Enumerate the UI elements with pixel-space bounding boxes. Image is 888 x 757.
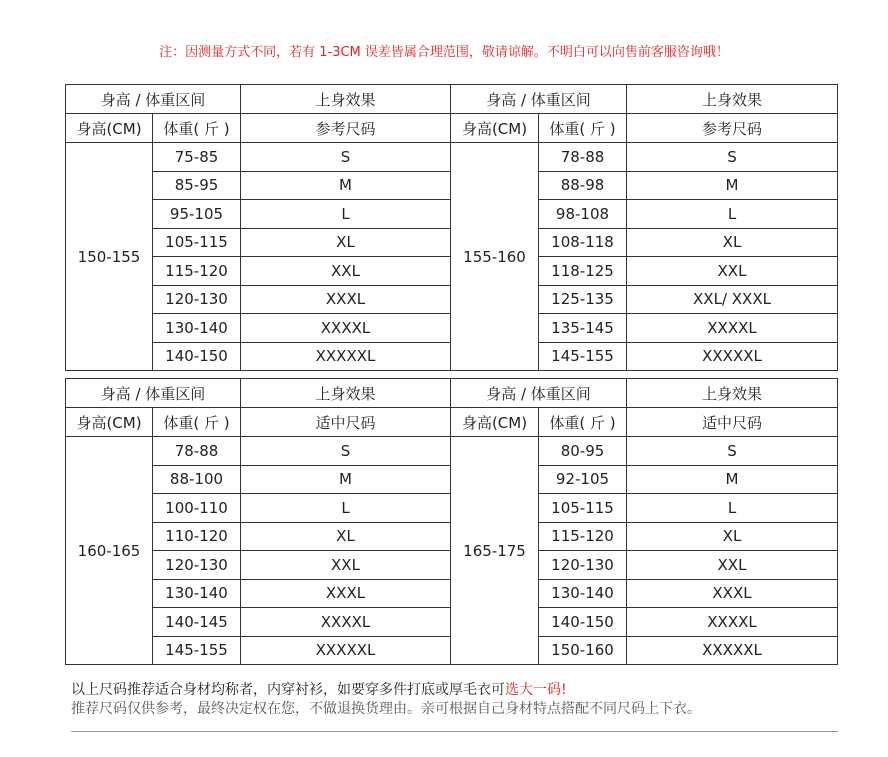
footer-highlight: 选大一码! (505, 682, 567, 698)
footer-line-1-text: 以上尺码推荐适合身材均称者，内穿衬衫，如要穿多件打底或厚毛衣可 (71, 682, 505, 698)
header-range-left: 身高 / 体重区间 (66, 85, 241, 114)
size-cell: XXXXL (627, 314, 838, 343)
weight-cell: 115-120 (153, 257, 241, 286)
table-header-row (66, 379, 838, 408)
size-cell: XL (241, 228, 451, 257)
subheader-weight-right: 体重( 斤 ) (539, 114, 627, 143)
height-range-cell: 150-155 (66, 143, 153, 371)
weight-cell: 78-88 (539, 143, 627, 172)
subheader-size-left: 适中尺码 (241, 408, 451, 437)
height-range-cell: 165-175 (451, 437, 539, 665)
header-range-right: 身高 / 体重区间 (451, 379, 627, 408)
header-effect-right: 上身效果 (627, 379, 838, 408)
header-range-right: 身高 / 体重区间 (451, 85, 627, 114)
size-cell: XXXL (241, 579, 451, 608)
footer-line-2: 推荐尺码仅供参考，最终决定权在您，不做退换货理由。亲可根据自己身材特点搭配不同尺码上下衣。 (71, 701, 701, 717)
weight-cell: 145-155 (539, 342, 627, 371)
size-cell: XXXXXL (241, 636, 451, 665)
table-subheader-row (66, 408, 838, 437)
weight-cell: 92-105 (539, 465, 627, 494)
size-cell: XL (627, 228, 838, 257)
weight-cell: 130-140 (153, 579, 241, 608)
subheader-height-left: 身高(CM) (66, 114, 153, 143)
weight-cell: 95-105 (153, 200, 241, 229)
size-table-2 (65, 378, 838, 665)
size-cell: XXL/ XXXL (627, 285, 838, 314)
subheader-weight-left: 体重( 斤 ) (153, 114, 241, 143)
size-cell: S (627, 437, 838, 466)
weight-cell: 108-118 (539, 228, 627, 257)
weight-cell: 135-145 (539, 314, 627, 343)
weight-cell: 88-100 (153, 465, 241, 494)
size-cell: XXL (627, 257, 838, 286)
weight-cell: 105-115 (539, 494, 627, 523)
subheader-size-left: 参考尺码 (241, 114, 451, 143)
size-cell: XL (241, 522, 451, 551)
weight-cell: 88-98 (539, 171, 627, 200)
weight-cell: 120-130 (153, 285, 241, 314)
size-cell: XXL (241, 551, 451, 580)
size-cell: M (241, 171, 451, 200)
size-cell: L (241, 494, 451, 523)
size-cell: XXXXXL (241, 342, 451, 371)
table-header-row (66, 85, 838, 114)
weight-cell: 140-150 (153, 342, 241, 371)
table-row (66, 143, 838, 172)
size-cell: XL (627, 522, 838, 551)
weight-cell: 78-88 (153, 437, 241, 466)
weight-cell: 120-130 (153, 551, 241, 580)
weight-cell: 140-150 (539, 608, 627, 637)
measurement-note: 注：因测量方式不同，若有 1-3CM 误差皆属合理范围，敬请谅解。不明白可以向售前客服咨询哦！ (159, 45, 729, 60)
size-cell: M (627, 171, 838, 200)
size-cell: M (627, 465, 838, 494)
header-effect-left: 上身效果 (241, 85, 451, 114)
header-effect-right: 上身效果 (627, 85, 838, 114)
size-table-1 (65, 84, 838, 371)
subheader-height-left: 身高(CM) (66, 408, 153, 437)
size-cell: S (241, 143, 451, 172)
weight-cell: 145-155 (153, 636, 241, 665)
height-range-cell: 160-165 (66, 437, 153, 665)
weight-cell: 130-140 (153, 314, 241, 343)
subheader-weight-left: 体重( 斤 ) (153, 408, 241, 437)
footer-notes (71, 681, 701, 719)
divider (71, 731, 838, 732)
weight-cell: 85-95 (153, 171, 241, 200)
weight-cell: 105-115 (153, 228, 241, 257)
subheader-size-right: 适中尺码 (627, 408, 838, 437)
weight-cell: 100-110 (153, 494, 241, 523)
table-row (66, 437, 838, 466)
weight-cell: 110-120 (153, 522, 241, 551)
size-cell: S (241, 437, 451, 466)
weight-cell: 125-135 (539, 285, 627, 314)
size-cell: S (627, 143, 838, 172)
subheader-height-right: 身高(CM) (451, 114, 539, 143)
weight-cell: 115-120 (539, 522, 627, 551)
size-cell: XXXL (627, 579, 838, 608)
size-cell: XXL (241, 257, 451, 286)
size-cell: L (241, 200, 451, 229)
size-cell: XXL (627, 551, 838, 580)
size-cell: XXXL (241, 285, 451, 314)
size-cell: XXXXXL (627, 636, 838, 665)
subheader-height-right: 身高(CM) (451, 408, 539, 437)
size-cell: L (627, 494, 838, 523)
weight-cell: 80-95 (539, 437, 627, 466)
header-effect-left: 上身效果 (241, 379, 451, 408)
size-cell: XXXXL (241, 314, 451, 343)
weight-cell: 140-145 (153, 608, 241, 637)
header-range-left: 身高 / 体重区间 (66, 379, 241, 408)
size-cell: M (241, 465, 451, 494)
height-range-cell: 155-160 (451, 143, 539, 371)
weight-cell: 98-108 (539, 200, 627, 229)
size-cell: XXXXL (241, 608, 451, 637)
footer-line-1 (71, 681, 701, 700)
weight-cell: 75-85 (153, 143, 241, 172)
subheader-weight-right: 体重( 斤 ) (539, 408, 627, 437)
size-cell: L (627, 200, 838, 229)
subheader-size-right: 参考尺码 (627, 114, 838, 143)
weight-cell: 130-140 (539, 579, 627, 608)
weight-cell: 150-160 (539, 636, 627, 665)
size-cell: XXXXXL (627, 342, 838, 371)
table-subheader-row (66, 114, 838, 143)
weight-cell: 118-125 (539, 257, 627, 286)
size-cell: XXXXL (627, 608, 838, 637)
weight-cell: 120-130 (539, 551, 627, 580)
